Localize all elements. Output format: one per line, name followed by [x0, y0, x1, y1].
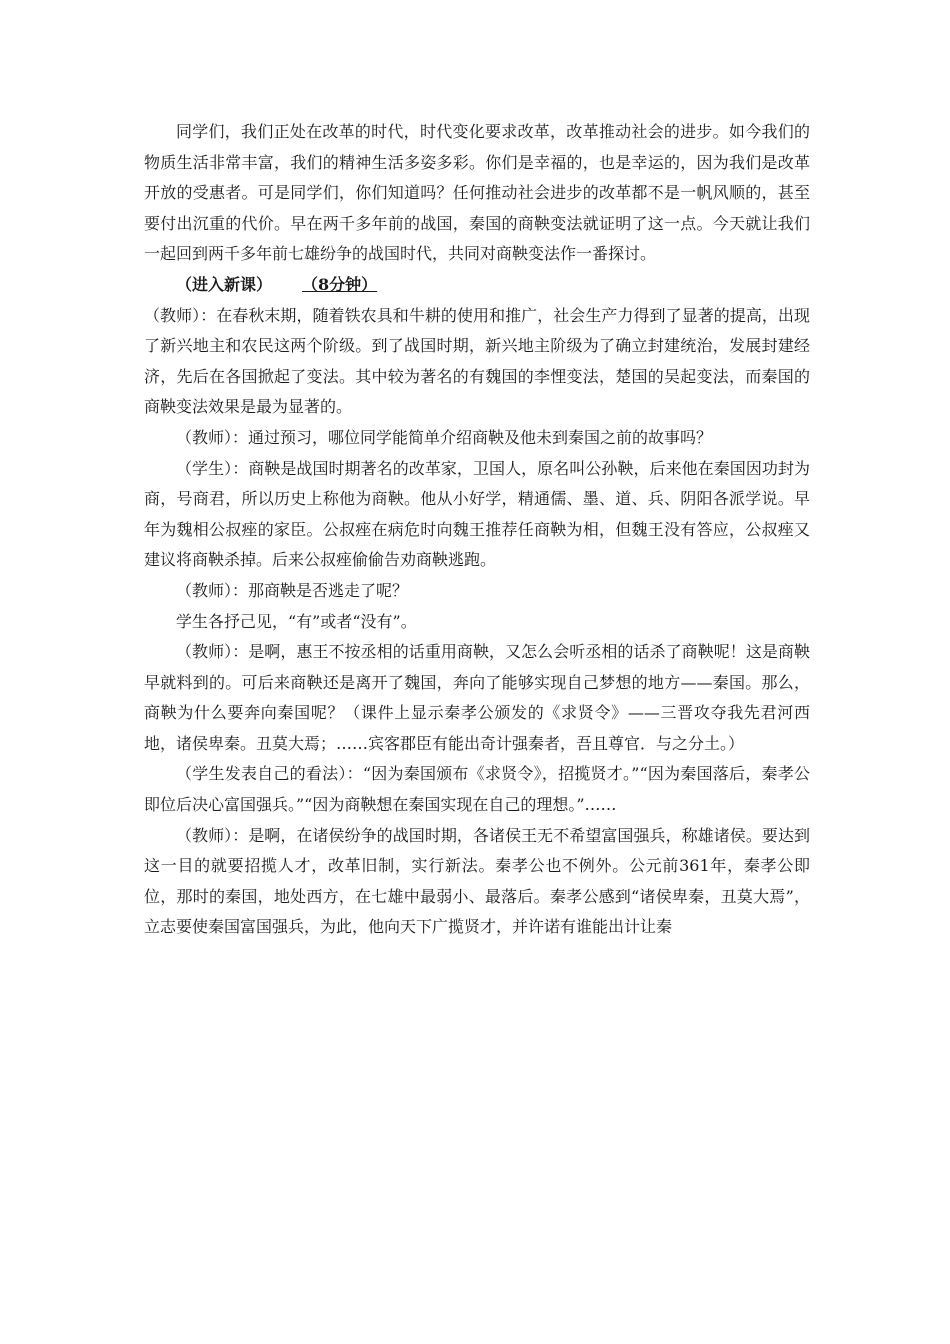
teacher-paragraph-3: （教师）：是啊，在诸侯纷争的战国时期，各诸侯王无不希望富国强兵，称雄诸侯。要达到这一目的就要招揽人才，改革旧制，实行新法。秦孝公也不例外。公元前361年，秦孝公即位，那时的秦国，地处西方，在七雄中最弱小、最落后。秦孝公感到“诸侯卑秦，丑莫大焉”，立志要使秦国富国强兵，为此，他向天下广揽贤才，并许诺有谁能出计让秦 [144, 825, 810, 937]
student-response: 学生各抒己见，“有”或者“没有”。 [176, 611, 417, 631]
section-duration: （8分钟） [302, 274, 378, 294]
student-views: （学生发表自己的看法）：“因为秦国颁布《求贤令》，招揽贤才。”“因为秦国落后，秦孝公即位后决心富国强兵。”“因为商鞅想在秦国实现在自己的理想。”…… [144, 764, 810, 815]
teacher-paragraph-1: （教师）：在春秋末期，随着铁农具和牛耕的使用和推广，社会生产力得到了显著的提高，出现了新兴地主和农民这两个阶级。到了战国时期，新兴地主阶级为了确立封建统治，发展封建经济，先后在各国掀起了变法。其中较为著名的有魏国的李悝变法，楚国的吴起变法，而秦国的商鞅变法效果是最为显著的。 [144, 305, 810, 417]
teacher-paragraph-2: （教师）：是啊，惠王不按丞相的话重用商鞅，又怎么会听丞相的话杀了商鞅呢！这是商鞅早就料到的。可后来商鞅还是离开了魏国，奔向了能够实现自己梦想的地方——秦国。那么，商鞅为什么要奔向秦国呢？（课件上显示秦孝公颁发的《求贤令》——三晋攻夺我先君河西地，诸侯卑秦。丑莫大焉；……宾客郡臣有能出奇计强秦者，吾且尊官．与之分土。） [144, 642, 810, 753]
student-answer-1: （学生）：商鞅是战国时期著名的改革家，卫国人，原名叫公孙鞅，后来他在秦国因功封为商，号商君，所以历史上称他为商鞅。他从小好学，精通儒、墨、道、兵、阴阳各派学说。早年为魏相公叔痤的家臣。公叔痤在病危时向魏王推荐任商鞅为相，但魏王没有答应，公叔痤又建议将商鞅杀掉。后来公叔痤偷偷告劝商鞅逃跑。 [144, 458, 810, 570]
teacher-question-2: （教师）：那商鞅是否逃走了呢？ [176, 580, 409, 600]
section-label: （进入新课） [176, 274, 273, 294]
document-body [144, 117, 810, 943]
intro-paragraph: 同学们，我们正处在改革的时代，时代变化要求改革，改革推动社会的进步。如今我们的物质生活非常丰富，我们的精神生活多姿多彩。你们是幸福的，也是幸运的，因为我们是改革开放的受惠者。可是同学们，你们知道吗？任何推动社会进步的改革都不是一帆风顺的，甚至要付出沉重的代价。早在两千多年前的战国，秦国的商鞅变法就证明了这一点。今天就让我们一起回到两千多年前七雄纷争的战国时代，共同对商鞅变法作一番探讨。 [144, 122, 810, 264]
section-heading [144, 270, 810, 301]
teacher-question-1: （教师）：通过预习，哪位同学能简单介绍商鞅及他未到秦国之前的故事吗？ [176, 427, 713, 447]
